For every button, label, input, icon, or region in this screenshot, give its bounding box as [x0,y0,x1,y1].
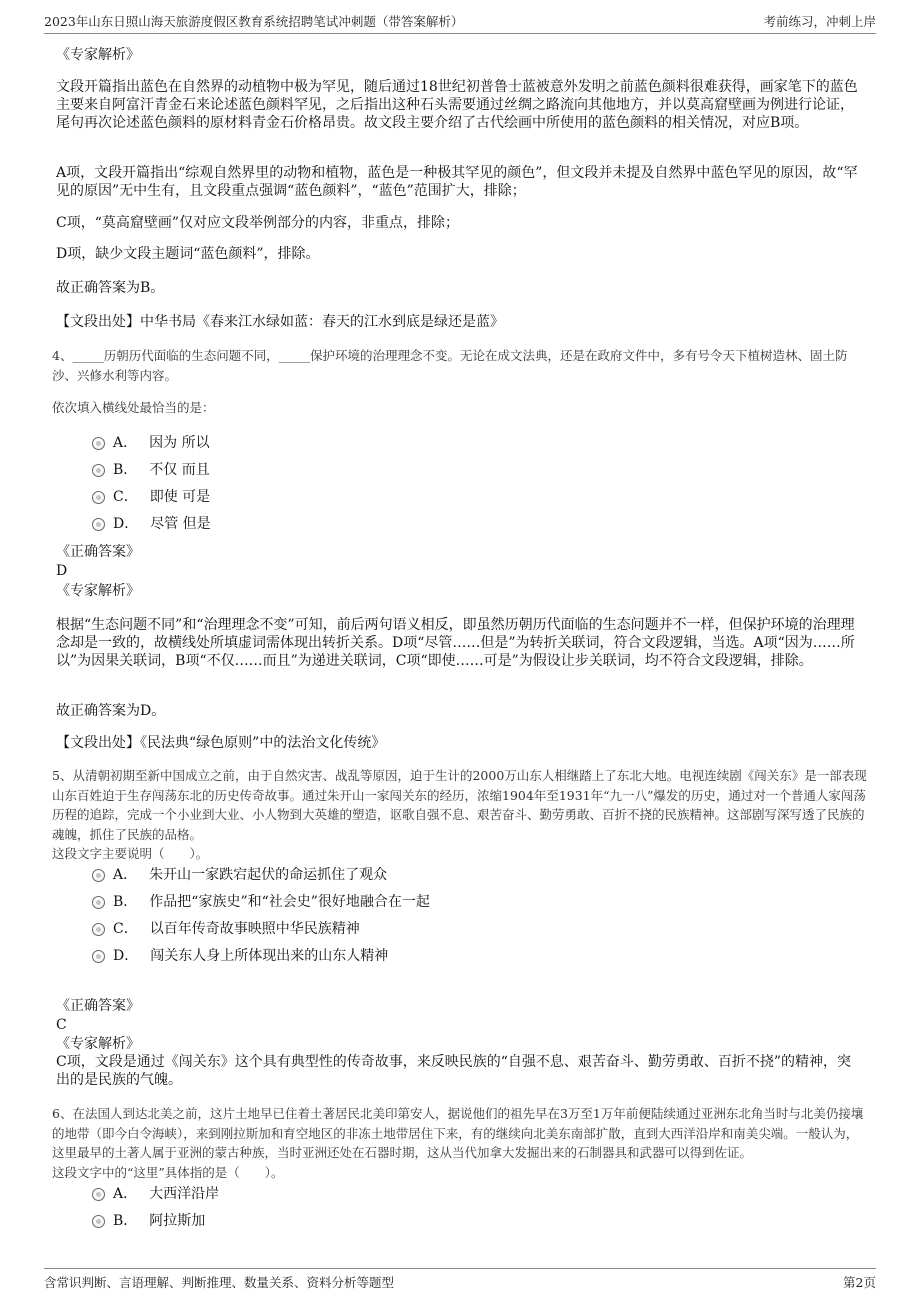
q3-analysis: 文段开篇指出蓝色在自然界的动植物中极为罕见，随后通过18世纪初普鲁士蓝被意外发明之前蓝色颜料很难获得，画家笔下的蓝色主要来自阿富汗青金石来论述蓝色颜料罕见，之后指出这种石头需要通过丝绸之路流向其他地方，并以莫高窟壁画为例进行论证，尾句再次论述蓝色颜料的原材料青金石价格昂贵。故文段主要介绍了古代绘画中所使用的蓝色颜料的相关情况，对应B项。 [56,79,858,131]
expert-analysis-label: 《专家解析》 [56,583,140,599]
option-key: B． [113,894,138,910]
q5-answer: C [56,1017,67,1033]
page-header [44,10,876,34]
option-key: A． [113,867,138,883]
radio-icon[interactable] [92,1215,105,1228]
radio-icon[interactable] [92,437,105,450]
option-text: 大西洋沿岸 [149,1186,220,1202]
option-key: A． [113,435,138,451]
q4-stem: 4、_____历朝历代面临的生态问题不同，_____保护环境的治理理念不变。无论在成文法典，还是在政府文件中，多有号令天下植树造林、固土防沙、兴修水利等内容。 [52,348,848,383]
option-key: A． [113,1186,138,1202]
radio-icon[interactable] [92,896,105,909]
header-slogan: 考前练习，冲刺上岸 [763,14,876,29]
q4-conclusion: 故正确答案为D。 [56,703,166,719]
q6-option-a[interactable] [92,1184,219,1204]
q4-option-c[interactable] [92,487,210,507]
correct-answer-label: 《正确答案》 [56,544,140,560]
q4-option-d[interactable] [92,514,211,534]
q5-option-a[interactable] [92,865,387,885]
q6-option-b[interactable] [92,1211,205,1231]
radio-icon[interactable] [92,1188,105,1201]
q4-option-b[interactable] [92,460,210,480]
q4-option-a[interactable] [92,433,210,453]
document-title: 2023年山东日照山海天旅游度假区教育系统招聘笔试冲刺题（带答案解析） [44,14,464,29]
option-text: 尽管 但是 [150,516,211,532]
option-text: 因为 所以 [149,435,210,451]
radio-icon[interactable] [92,923,105,936]
correct-answer-label: 《正确答案》 [56,998,140,1014]
q5-option-d[interactable] [92,946,388,966]
radio-icon[interactable] [92,869,105,882]
q4-answer: D [56,563,68,579]
option-text: 作品把“家族史”和“社会史”很好地融合在一起 [149,894,430,910]
q3-source: 【文段出处】中华书局《春来江水绿如蓝：春天的江水到底是绿还是蓝》 [56,314,504,330]
q4-source: 【文段出处】《民法典“绿色原则”中的法治文化传统》 [56,735,386,751]
option-key: B． [113,462,138,478]
option-text: 朱开山一家跌宕起伏的命运抓住了观众 [149,867,388,883]
radio-icon[interactable] [92,950,105,963]
option-key: C． [113,921,138,937]
q3-conclusion: 故正确答案为B。 [56,280,165,296]
q3-option-c-analysis: C项，“莫高窟壁画”仅对应文段举例部分的内容，非重点，排除； [56,215,460,231]
q6-stem: 6、在法国人到达北美之前，这片土地早已住着土著居民北美印第安人，据说他们的祖先早在3万至1万年前便陆续通过亚洲东北角当时与北美仍接壤的地带（即今白令海峡），来到刚拉斯加和育空地区的非冻土地带居住下来，有的继续向北美东南部扩散，直到大西洋沿岸和南美尖端。一般认为，这里最早的土著人属于亚洲的蒙古种族，当时亚洲还处在石器时期，这从当代加拿大发掘出来的石制器具和武器可以得到佐证。 [52,1106,864,1160]
q5-option-b[interactable] [92,892,430,912]
option-text: 以百年传奇故事映照中华民族精神 [149,921,360,937]
q4-analysis: 根据“生态问题不同”和“治理理念不变”可知，前后两句语义相反，即虽然历朝历代面临的生态问题并不一样，但保护环境的治理理念却是一致的，故横线处所填虚词需体现出转折关系。D项“尽管……但是”为转折关联词，符合文段逻辑，当选。A项“因为……所以”为因果关联词，B项“不仅……而且”为递进关联词，C项“即使……可是”为假设让步关联词，均不符合文段逻辑，排除。 [56,617,855,669]
q5-analysis: C项，文段是通过《闯关东》这个具有典型性的传奇故事，来反映民族的“自强不息、艰苦奋斗、勤劳勇敢、百折不挠”的精神，突出的是民族的气魄。 [56,1054,852,1088]
radio-icon[interactable] [92,518,105,531]
q3-option-a-analysis: A项，文段开篇指出“综观自然界里的动物和植物，蓝色是一种极其罕见的颜色”，但文段并未提及自然界中蓝色罕见的原因，故“罕见的原因”无中生有，且文段重点强调“蓝色颜料”，“蓝色”范围扩大，排除； [56,165,858,199]
footer-note: 含常识判断、言语理解、判断推理、数量关系、资料分析等题型 [44,1275,395,1290]
q3-option-d-analysis: D项，缺少文段主题词“蓝色颜料”，排除。 [56,246,320,262]
q4-prompt: 依次填入横线处最恰当的是： [52,400,215,415]
q5-stem: 5、从清朝初期至新中国成立之前，由于自然灾害、战乱等原因，迫于生计的2000万山东人相继踏上了东北大地。电视连续剧《闯关东》是一部表现山东百姓迫于生存闯荡东北的历史传奇故事。通过朱开山一家闯关东的经历，浓缩1904年至1931年“九一八”爆发的历史，通过对一个普通人家闯荡历程的追踪，完成一个小业到大业、小人物到大英雄的塑造，讴歌自强不息、艰苦奋斗、勤劳勇敢、百折不挠的民族精神。这部剧写深写透了民族的魂魄，抓住了民族的品格。 [52,768,867,842]
q5-option-c[interactable] [92,919,360,939]
option-text: 不仅 而且 [149,462,210,478]
option-text: 即使 可是 [149,489,211,505]
option-key: C． [113,489,138,505]
q5-prompt: 这段文字主要说明（ ）。 [52,846,209,861]
q6-prompt: 这段文字中的“这里”具体指的是（ ）。 [52,1165,284,1180]
page-number: 第2页 [843,1275,876,1290]
option-key: D． [113,516,139,532]
option-key: B． [113,1213,138,1229]
radio-icon[interactable] [92,491,105,504]
radio-icon[interactable] [92,464,105,477]
expert-analysis-label: 《专家解析》 [56,1036,140,1052]
option-key: D． [113,948,139,964]
option-text: 闯关东人身上所体现出来的山东人精神 [150,948,389,964]
option-text: 阿拉斯加 [149,1213,206,1229]
expert-analysis-label: 《专家解析》 [56,47,140,63]
page-footer [44,1268,876,1292]
